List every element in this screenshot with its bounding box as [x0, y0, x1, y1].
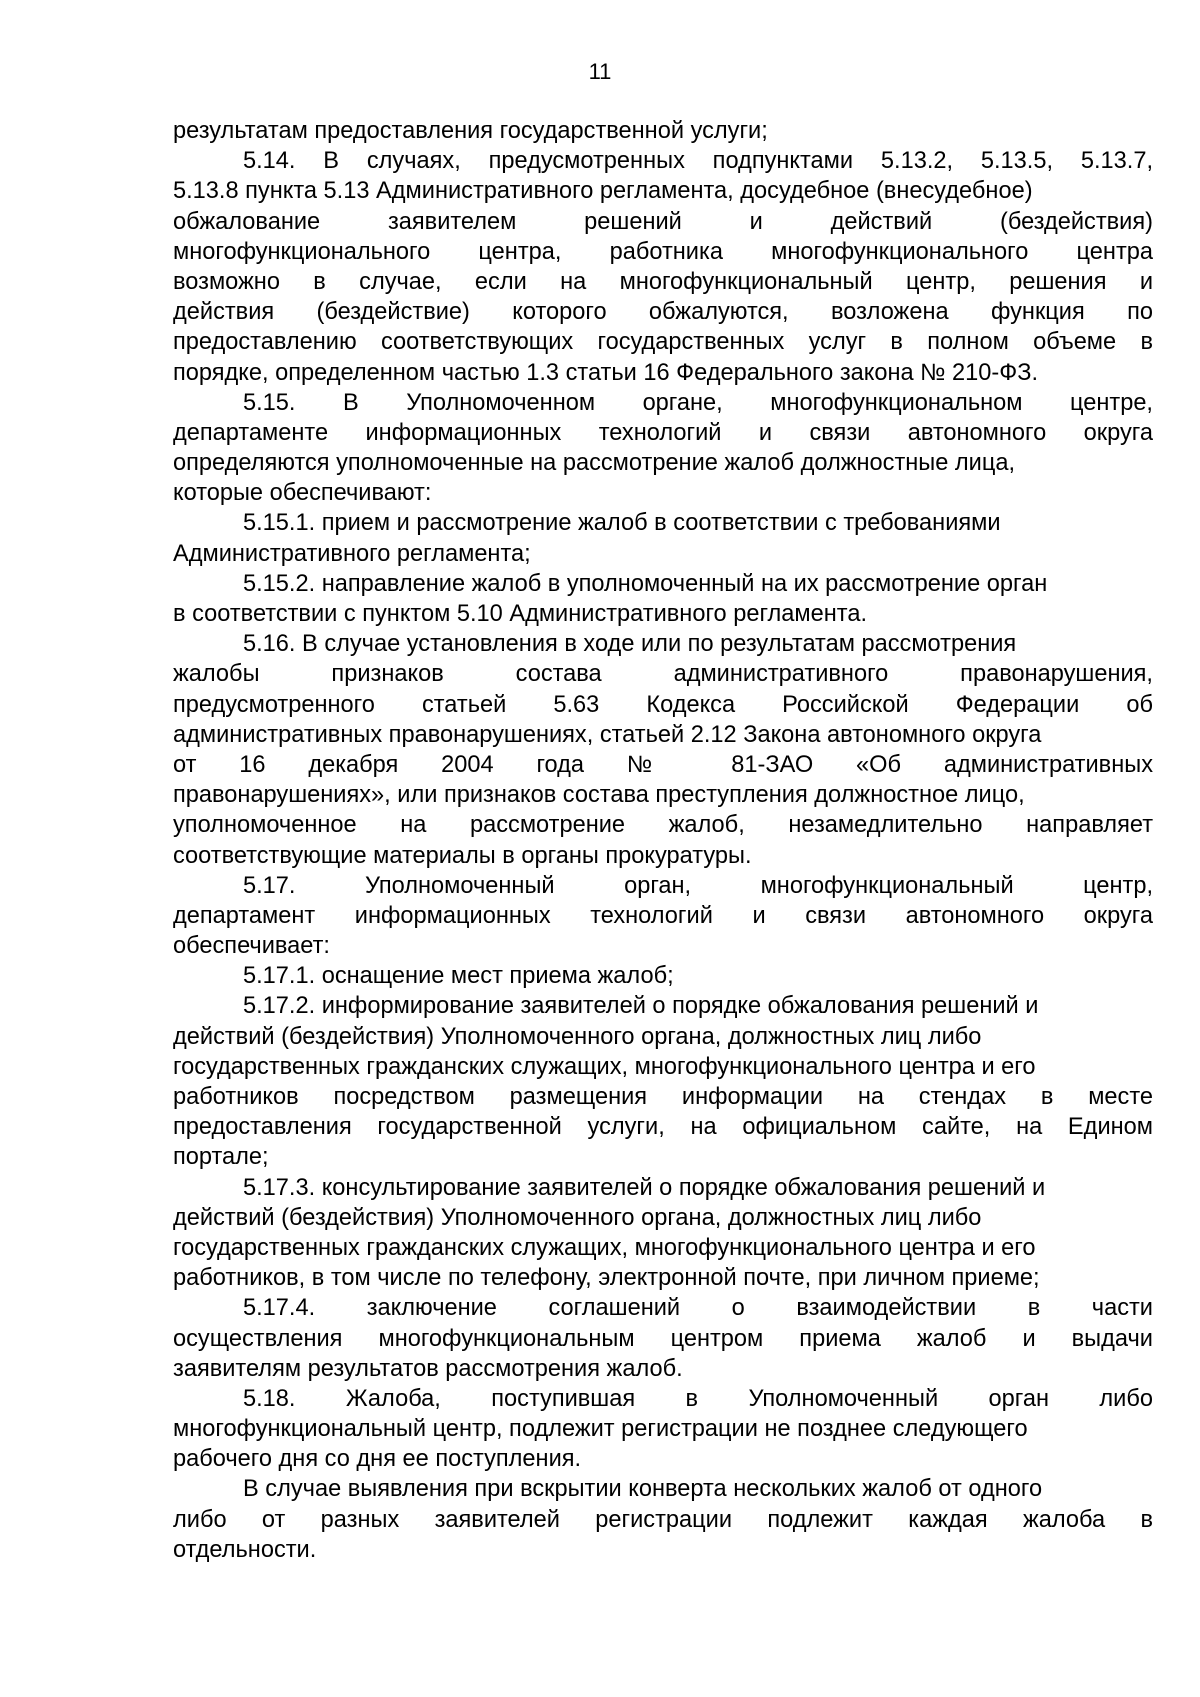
text-line: работников посредством размещения информации на стендах в месте [173, 1084, 1153, 1110]
text-line: результатам предоставления государственной услуги; [173, 118, 768, 144]
text-line: В случае выявления при вскрытии конверта нескольких жалоб от одного [243, 1476, 1043, 1503]
text-line: административных правонарушениях, статьей 2.12 Закона автономного округа [173, 721, 1042, 748]
text-line: портале; [173, 1144, 269, 1171]
text-line: заявителям результатов рассмотрения жалоб. [173, 1355, 683, 1382]
text-line: 5.17.4. заключение соглашений о взаимодействии в части [243, 1295, 1153, 1322]
text-line: предоставлению соответствующих государственных услуг в полном объеме в [173, 329, 1153, 356]
text-line: департамент информационных технологий и связи автономного округа [173, 902, 1153, 929]
text-line: 5.15.1. прием и рассмотрение жалоб в соответствии с требованиями [243, 510, 1001, 537]
text-line: отдельности. [173, 1536, 317, 1563]
text-line: Административного регламента; [173, 540, 531, 567]
text-line: 5.15.2. направление жалоб в уполномоченный на их рассмотрение орган [243, 570, 1048, 597]
text-line: предусмотренного статьей 5.63 Кодекса Российской Федерации об [173, 691, 1153, 718]
text-line: 5.15. В Уполномоченном органе, многофункциональном центре, [243, 389, 1153, 416]
text-line: многофункционального центра, работника многофункционального центра [173, 238, 1153, 265]
text-line: предоставления государственной услуги, на официальном сайте, на Едином [173, 1114, 1153, 1141]
page-number: 11 [588, 59, 612, 84]
text-line: 5.17.3. консультирование заявителей о порядке обжалования решений и [243, 1174, 1046, 1201]
text-line: государственных гражданских служащих, многофункционального центра и его [173, 1234, 1036, 1261]
text-line: в соответствии с пунктом 5.10 Административного регламента. [173, 601, 868, 627]
text-line: жалобы признаков состава административного правонарушения, [173, 661, 1153, 688]
text-line: обжалование заявителем решений и действий (бездействия) [173, 208, 1153, 235]
text-line: многофункциональный центр, подлежит регистрации не позднее следующего [173, 1416, 1028, 1443]
text-line: 5.17.2. информирование заявителей о порядке обжалования решений и [243, 993, 1039, 1020]
text-line: обеспечивает: [173, 933, 330, 960]
document-body [173, 116, 1153, 1565]
text-line: 5.17.1. оснащение мест приема жалоб; [243, 963, 674, 990]
text-line: осуществления многофункциональным центром приема жалоб и выдачи [173, 1325, 1153, 1352]
text-line: от 16 декабря 2004 года № 81-ЗАО «Об административных [173, 751, 1153, 778]
text-line: 5.14. В случаях, предусмотренных подпунктами 5.13.2, 5.13.5, 5.13.7, [243, 148, 1153, 175]
text-line: определяются уполномоченные на рассмотрение жалоб должностные лица, [173, 450, 1016, 477]
text-line: действий (бездействия) Уполномоченного органа, должностных лиц либо [173, 1204, 982, 1231]
text-line: 5.16. В случае установления в ходе или по результатам рассмотрения [243, 631, 1017, 658]
text-line: правонарушениях», или признаков состава преступления должностное лицо, [173, 782, 1025, 809]
text-line: рабочего дня со дня ее поступления. [173, 1446, 582, 1473]
text-line: департаменте информационных технологий и связи автономного округа [173, 419, 1153, 446]
text-line: либо от разных заявителей регистрации подлежит каждая жалоба в [173, 1506, 1153, 1533]
text-line: 5.13.8 пункта 5.13 Административного регламента, досудебное (внесудебное) [173, 178, 1033, 205]
text-line: уполномоченное на рассмотрение жалоб, незамедлительно направляет [173, 812, 1153, 839]
text-line: 5.17. Уполномоченный орган, многофункциональный центр, [243, 872, 1153, 899]
text-line: действия (бездействие) которого обжалуются, возложена функция по [173, 299, 1153, 326]
text-line: возможно в случае, если на многофункциональный центр, решения и [173, 268, 1153, 295]
text-line: порядке, определенном частью 1.3 статьи 16 Федерального закона № 210-ФЗ. [173, 359, 1039, 386]
text-line: действий (бездействия) Уполномоченного органа, должностных лиц либо [173, 1023, 982, 1050]
text-line: государственных гражданских служащих, многофункционального центра и его [173, 1053, 1036, 1080]
text-line: 5.18. Жалоба, поступившая в Уполномоченный орган либо [243, 1385, 1153, 1412]
text-line: которые обеспечивают: [173, 480, 432, 507]
text-line: работников, в том числе по телефону, электронной почте, при личном приеме; [173, 1265, 1040, 1292]
text-line: соответствующие материалы в органы прокуратуры. [173, 842, 752, 869]
